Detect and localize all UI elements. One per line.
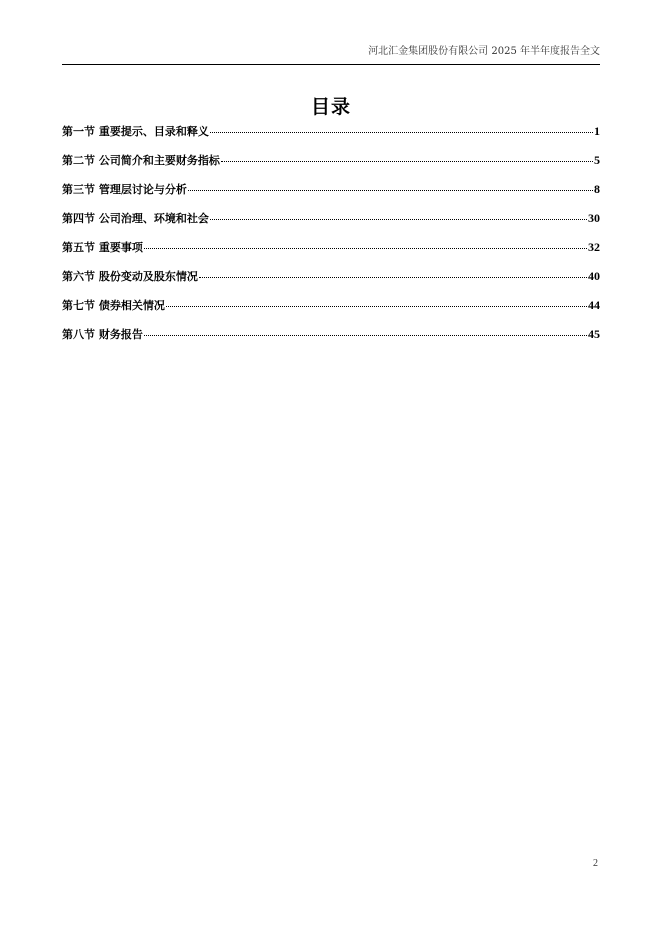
toc-entry-page: 30 bbox=[588, 211, 600, 225]
toc-entry-section-4[interactable] bbox=[62, 210, 600, 239]
toc-dot-leader bbox=[144, 335, 587, 336]
toc-entry-page: 8 bbox=[594, 182, 600, 196]
toc-entry-page: 40 bbox=[588, 269, 600, 283]
table-of-contents bbox=[62, 123, 600, 355]
toc-entry-section-7[interactable] bbox=[62, 297, 600, 326]
toc-entry-label: 第四节 公司治理、环境和社会 bbox=[62, 212, 209, 225]
toc-entry-section-5[interactable] bbox=[62, 239, 600, 268]
toc-entry-label: 第五节 重要事项 bbox=[62, 241, 143, 254]
toc-dot-leader bbox=[188, 190, 593, 191]
toc-title: 目录 bbox=[310, 96, 351, 118]
page-number: 2 bbox=[593, 858, 598, 869]
header-title: 河北汇金集团股份有限公司 2025 年半年度报告全文 bbox=[368, 46, 600, 57]
toc-entry-page: 5 bbox=[594, 153, 600, 167]
toc-entry-section-2[interactable] bbox=[62, 152, 600, 181]
toc-entry-page: 45 bbox=[588, 327, 600, 341]
toc-dot-leader bbox=[144, 248, 587, 249]
toc-entry-page: 1 bbox=[594, 124, 600, 138]
toc-dot-leader bbox=[199, 277, 587, 278]
toc-dot-leader bbox=[210, 219, 587, 220]
page-header bbox=[62, 38, 600, 65]
toc-entry-section-1[interactable] bbox=[62, 123, 600, 152]
toc-entry-section-6[interactable] bbox=[62, 268, 600, 297]
toc-dot-leader bbox=[221, 161, 593, 162]
toc-entry-page: 32 bbox=[588, 240, 600, 254]
toc-entry-label: 第七节 债券相关情况 bbox=[62, 299, 165, 312]
toc-entry-label: 第八节 财务报告 bbox=[62, 328, 143, 341]
toc-entry-label: 第六节 股份变动及股东情况 bbox=[62, 270, 198, 283]
toc-entry-section-3[interactable] bbox=[62, 181, 600, 210]
toc-dot-leader bbox=[166, 306, 587, 307]
toc-entry-page: 44 bbox=[588, 298, 600, 312]
toc-entry-label: 第三节 管理层讨论与分析 bbox=[62, 183, 187, 196]
toc-entry-label: 第一节 重要提示、目录和释义 bbox=[62, 125, 209, 138]
toc-entry-section-8[interactable] bbox=[62, 326, 600, 355]
toc-entry-label: 第二节 公司简介和主要财务指标 bbox=[62, 154, 220, 167]
toc-dot-leader bbox=[210, 132, 593, 133]
